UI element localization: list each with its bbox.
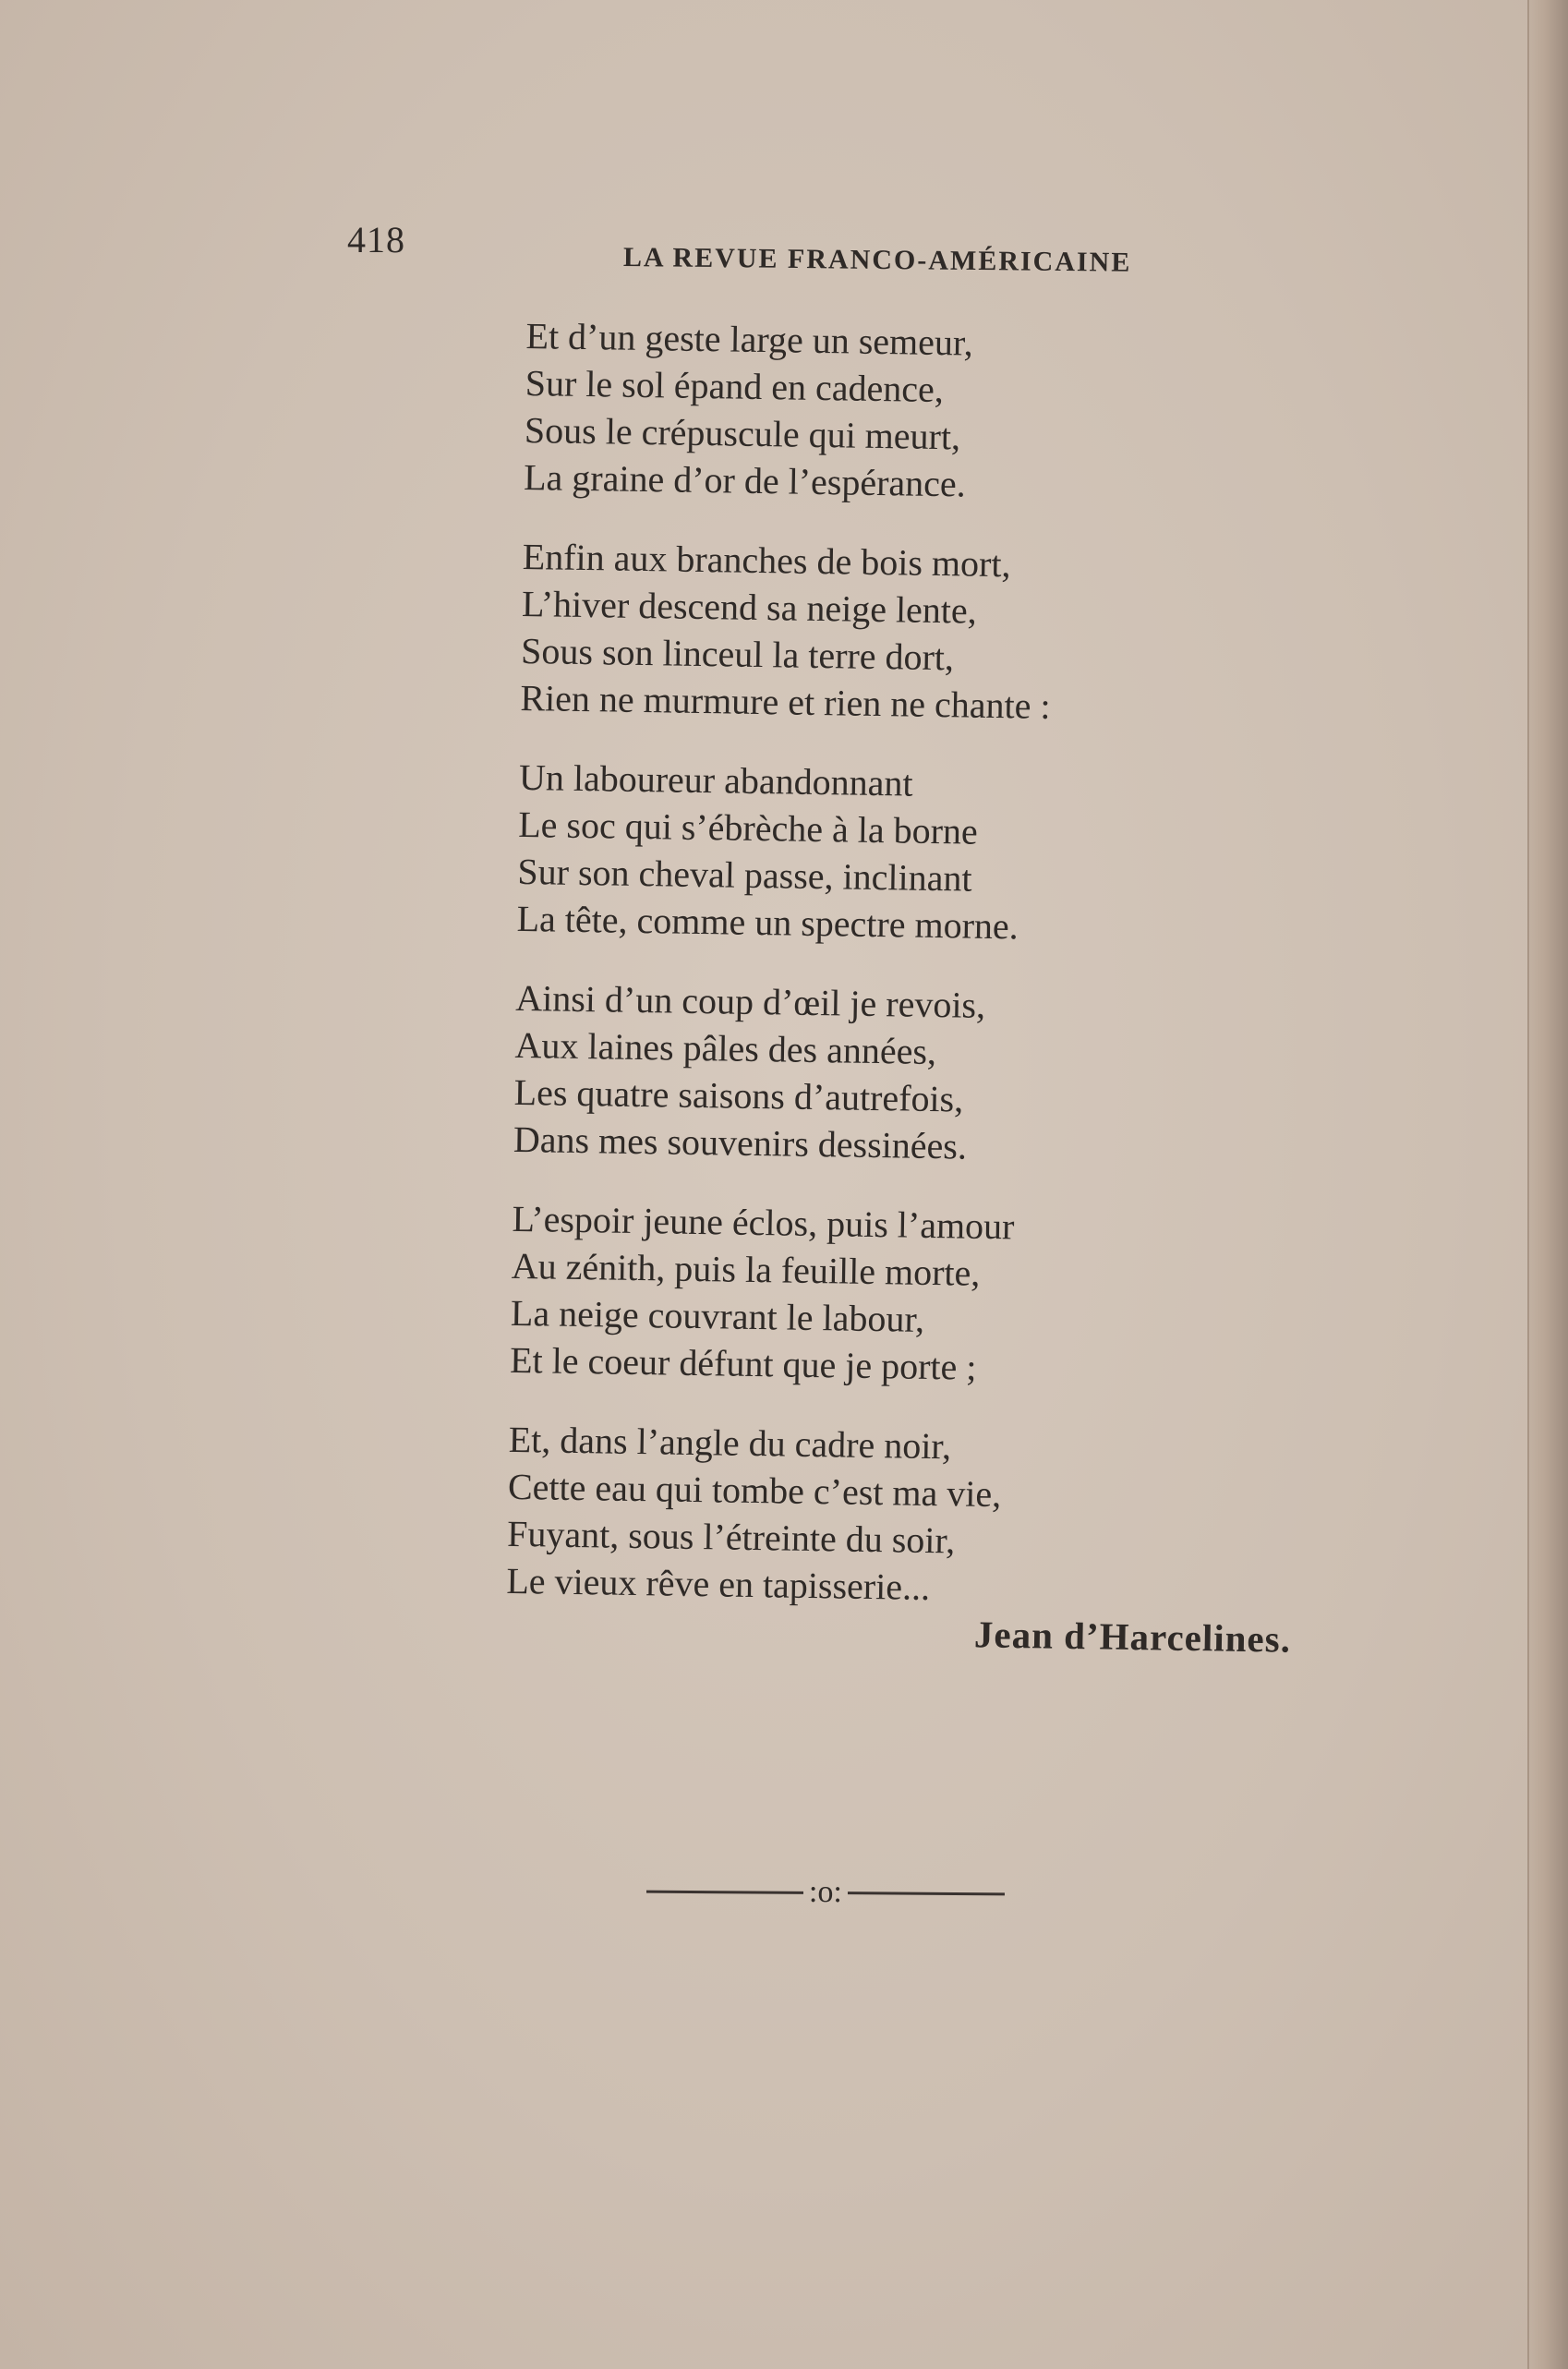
divider-rule-left [646, 1890, 803, 1893]
divider-rule-right [848, 1892, 1005, 1895]
divider-mark: :o: [808, 1874, 843, 1910]
poem-line: Enfin aux branches de bois mort, [522, 535, 1011, 586]
poem [505, 312, 1264, 1648]
stanza [524, 312, 1265, 513]
poem-line: Et le coeur défunt que je porte ; [509, 1338, 977, 1388]
poem-line: Cette eau qui tombe c’est ma vie, [507, 1465, 1002, 1516]
section-divider [646, 1876, 1005, 1910]
poem-line: Aux laines pâles des années, [514, 1023, 937, 1073]
poem-line: Le soc qui s’ébrèche à la borne [517, 803, 979, 852]
stanza [506, 1416, 1248, 1616]
poem-line: Sur le sol épand en cadence, [525, 361, 945, 411]
poem-line: Le vieux rêve en tapisserie... [506, 1559, 931, 1609]
poem-line: Un laboureur abandonnant [518, 755, 913, 804]
poem-line: Et, dans l’angle du cadre noir, [508, 1418, 952, 1468]
stanza [510, 1195, 1251, 1396]
poem-line: Dans mes souvenirs dessinées. [513, 1118, 968, 1167]
author-signature: Jean d’Harcelines. [973, 1613, 1292, 1661]
running-title: LA REVUE FRANCO-AMÉRICAINE [622, 242, 1132, 278]
poem-line: Fuyant, sous l’étreinte du soir, [506, 1512, 956, 1562]
page-edge [1527, 0, 1568, 2369]
poem-line: Et d’un geste large un semeur, [525, 314, 974, 364]
poem-line: L’espoir jeune éclos, puis l’amour [512, 1197, 1015, 1248]
poem-line: Au zénith, puis la feuille morte, [511, 1244, 981, 1294]
poem-line: La tête, comme un spectre morne. [516, 897, 1019, 948]
poem-line: Rien ne murmure et rien ne chante : [520, 676, 1051, 727]
poem-line: Sous le crépuscule qui meurt, [524, 408, 961, 458]
poem-line: La neige couvrant le labour, [510, 1291, 925, 1340]
poem-line: Sur son cheval passe, inclinant [517, 850, 972, 900]
stanza [513, 974, 1255, 1175]
stanza [516, 754, 1258, 954]
poem-line: La graine d’or de l’espérance. [523, 455, 967, 505]
poem-line: Ainsi d’un coup d’œil je revois, [514, 976, 986, 1026]
stanza [520, 533, 1261, 733]
page-number: 418 [347, 219, 405, 260]
poem-line: Les quatre saisons d’autrefois, [513, 1070, 964, 1120]
poem-line: L’hiver descend sa neige lente, [521, 582, 978, 632]
poem-line: Sous son linceul la terre dort, [520, 629, 955, 679]
